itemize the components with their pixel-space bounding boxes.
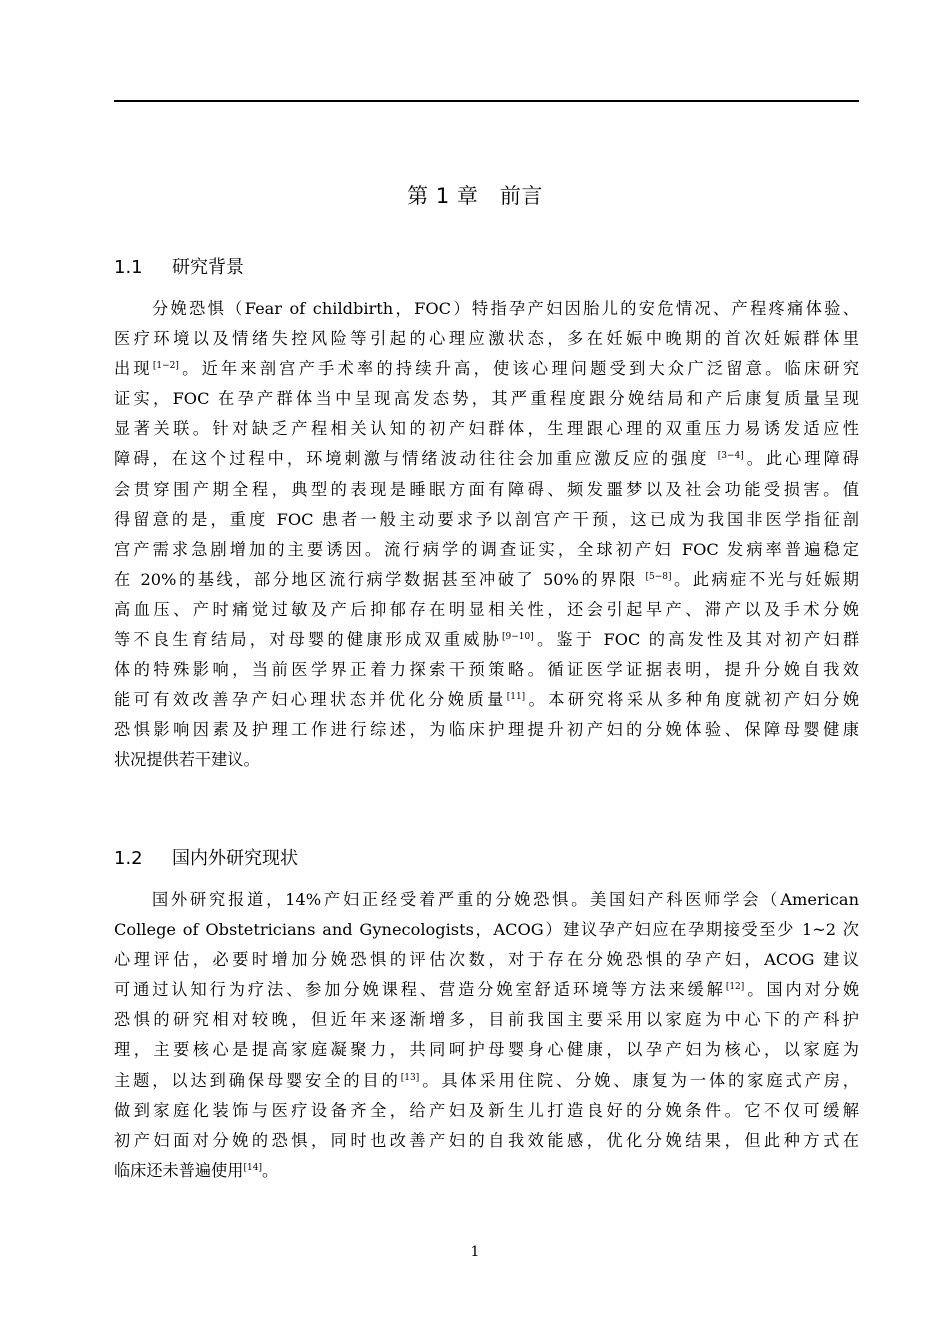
paragraph-line: 体的特殊影响，当前医学界正着力探索干预策略。循证医学证据表明，提升分娩自我效	[114, 660, 859, 680]
paragraph-line: 状况提供若干建议。	[114, 750, 260, 770]
citation-marker: [5−8]	[645, 571, 672, 582]
header-rule	[114, 100, 859, 102]
citation-marker: [9−10]	[502, 632, 534, 643]
paragraph-line: 宫产需求急剧增加的主要诱因。流行病学的调查证实，全球初产妇 FOC 发病率普遍稳定	[114, 539, 859, 559]
paragraph-research-status	[114, 885, 859, 1186]
paragraph-line: 等不良生育结局，对母婴的健康形成双重威胁[9−10]。鉴于 FOC 的高发性及其对初产妇群	[114, 630, 860, 650]
section-title: 国内外研究现状	[172, 848, 298, 869]
citation-marker: [1−2]	[152, 361, 179, 372]
paragraph-line: 可通过认知行为疗法、参加分娩课程、营造分娩室舒适环境等方法来缓解[12]。国内对分娩	[114, 980, 860, 1000]
section-number: 1.1	[114, 257, 143, 278]
chapter-title: 第 1 章 前言	[407, 184, 543, 208]
paragraph-line: 国外研究报道，14%产妇正经受着严重的分娩恐惧。美国妇产科医师学会（American	[152, 890, 859, 909]
paragraph-line: 初产妇面对分娩的恐惧，同时也改善产妇的自我效能感，优化分娩结果，但此种方式在	[114, 1130, 859, 1150]
paragraph-line: 心理评估，必要时增加分娩恐惧的评估次数，对于存在分娩恐惧的孕产妇，ACOG 建议	[114, 950, 859, 970]
citation-marker: [13]	[400, 1072, 420, 1083]
section-heading-1-2	[114, 844, 298, 870]
page-number: 1	[470, 1244, 480, 1260]
citation-marker: [12]	[725, 982, 745, 993]
paragraph-line: 高血压、产时痛觉过敏及产后抑郁存在明显相关性，还会引起早产、滞产以及手术分娩	[114, 599, 859, 619]
paragraph-line: 做到家庭化装饰与医疗设备齐全，给产妇及新生儿打造良好的分娩条件。它不仅可缓解	[114, 1100, 859, 1120]
paragraph-line: 证实，FOC 在孕产群体当中呈现高发态势，其严重程度跟分娩结局和产后康复质量呈现	[114, 389, 859, 409]
citation-marker: [14]	[243, 1162, 262, 1173]
paragraph-line: 显著关联。针对缺乏产程相关认知的初产妇群体，生理跟心理的双重压力易诱发适应性	[114, 419, 859, 439]
paragraph-line: 障碍，在这个过程中，环境刺激与情绪波动往往会加重应激反应的强度 [3−4]。此心理障碍	[114, 449, 859, 469]
paragraph-research-background	[114, 294, 859, 776]
citation-marker: [3−4]	[717, 451, 744, 462]
citation-marker: [11]	[506, 692, 526, 703]
paragraph-line: 会贯穿围产期全程，典型的表现是睡眠方面有障碍、频发噩梦以及社会功能受损害。值	[114, 479, 859, 499]
paragraph-line: 得留意的是，重度 FOC 患者一般主动要求予以剖宫产干预，这已成为我国非医学指征剖	[114, 509, 859, 529]
paragraph-line: 能可有效改善孕产妇心理状态并优化分娩质量[11]。本研究将采从多种角度就初产妇分娩	[114, 690, 860, 710]
paragraph-line: 主题，以达到确保母婴安全的目的[13]。具体采用住院、分娩、康复为一体的家庭式产房，	[114, 1070, 859, 1090]
paragraph-line: 医疗环境以及情绪失控风险等引起的心理应激状态，多在妊娠中晚期的首次妊娠群体里	[114, 329, 859, 349]
paragraph-line: 分娩恐惧（Fear of childbirth，FOC）特指孕产妇因胎儿的安危情况、产程疼痛体验、	[152, 299, 859, 318]
section-number: 1.2	[114, 848, 143, 869]
section-heading-1-1	[114, 253, 244, 279]
section-title: 研究背景	[172, 257, 244, 278]
paragraph-line: 在 20%的基线，部分地区流行病学数据甚至冲破了 50%的界限 [5−8]。此病症不光与妊娠期	[114, 569, 859, 589]
paragraph-line: 恐惧的研究相对较晚，但近年来逐渐增多，目前我国主要采用以家庭为中心下的产科护	[114, 1010, 859, 1030]
paragraph-line: 理，主要核心是提高家庭凝聚力，共同呵护母婴身心健康，以孕产妇为核心，以家庭为	[114, 1040, 859, 1060]
paragraph-line: 临床还未普遍使用[14]。	[114, 1160, 279, 1180]
paragraph-line: 出现[1−2]。近年来剖宫产手术率的持续升高，使该心理问题受到大众广泛留意。临床研究	[114, 359, 860, 379]
paragraph-line: 恐惧影响因素及护理工作进行综述，为临床护理提升初产妇的分娩体验、保障母婴健康	[114, 720, 859, 740]
paragraph-line: College of Obstetricians and Gynecologists，ACOG）建议孕产妇应在孕期接受至少 1~2 次	[114, 920, 859, 940]
